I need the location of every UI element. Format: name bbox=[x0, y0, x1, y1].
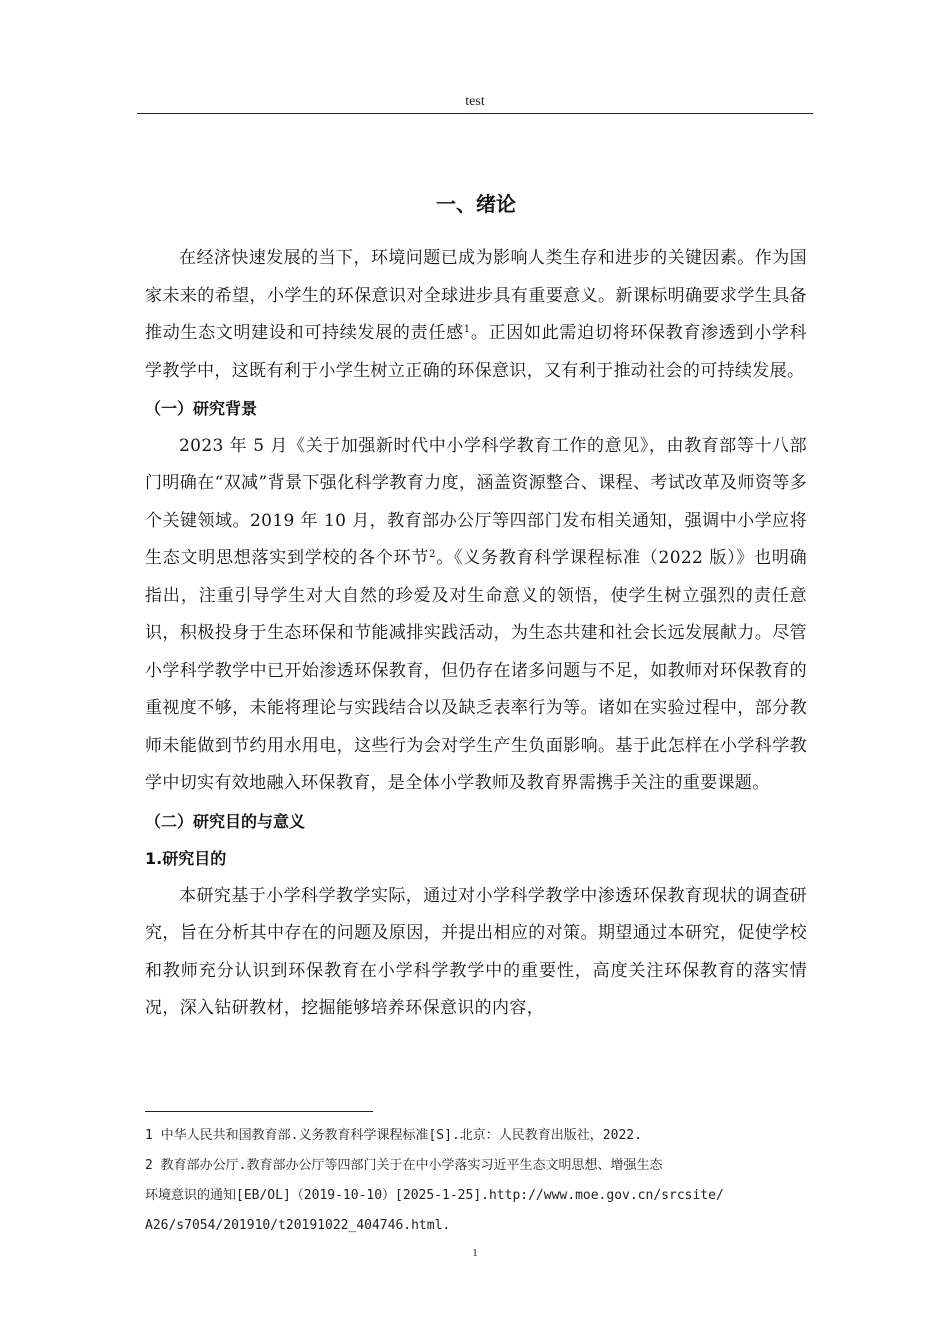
footnote-2-line-3[interactable]: A26/s7054/201910/t20191022_404746.html. bbox=[145, 1218, 451, 1233]
footnote-1: 1 中华人民共和国教育部.义务教育科学课程标准[S].北京：人民教育出版社，2022. bbox=[145, 1128, 642, 1143]
footnote-divider bbox=[145, 1111, 373, 1112]
footnote-2-line-1: 2 教育部办公厅.教育部办公厅等四部门关于在中小学落实习近平生态文明思想、增强生态 bbox=[145, 1158, 663, 1173]
page-number: 1 bbox=[472, 1247, 478, 1259]
main-content bbox=[145, 188, 807, 1028]
footnote-2-line-2[interactable]: 环境意识的通知[EB/OL]（2019-10-10）[2025-1-25].http://www.moe.gov.cn/srcsite/ bbox=[145, 1188, 724, 1203]
background-text: 2023 年 5 月《关于加强新时代中小学科学教育工作的意见》，由教育部等十八部门明确在“双减”背景下强化科学教育力度，涵盖资源整合、课程、考试改革及师资等多个关键领域。2019 年 10 月，教育部办公厅等四部门发布相关通知，强调中小学应将生态文明思想落实到学校的各个环节 bbox=[145, 435, 807, 568]
section-heading-background: （一）研究背景 bbox=[145, 399, 258, 418]
footnotes bbox=[145, 1121, 800, 1241]
subsection-heading-goal: 1.研究目的 bbox=[145, 849, 227, 868]
header-divider bbox=[137, 113, 813, 114]
goal-paragraph: 本研究基于小学科学教学实际，通过对小学科学教学中渗透环保教育现状的调查研究，旨在分析其中存在的问题及原因，并提出相应的对策。期望通过本研究，促使学校和教师充分认识到环保教育在小学科学教学中的重要性，高度关注环保教育的落实情况，深入钻研教材，挖掘能够培养环保意识的内容， bbox=[145, 885, 807, 1018]
background-text-tail: 。《义务教育科学课程标准（2022 版）》也明确指出，注重引导学生对大自然的珍爱及对生命意义的领悟，使学生树立强烈的责任意识，积极投身于生态环保和节能减排实践活动，为生态共建和社会长远发展献力。尽管小学科学教学中已开始渗透环保教育，但仍存在诸多问题与不足，如教师对环保教育的重视度不够，未能将理论与实践结合以及缺乏表率行为等。诸如在实验过程中，部分教师未能做到节约用水用电，这些行为会对学生产生负面影响。基于此怎样在小学科学教学中切实有效地融入环保教育，是全体小学教师及教育界需携手关注的重要课题。 bbox=[145, 548, 807, 793]
intro-paragraph bbox=[145, 240, 807, 390]
page-header: test bbox=[465, 94, 485, 109]
intro-text: 在经济快速发展的当下，环境问题已成为影响人类生存和进步的关键因素。作为国家未来的希望，小学生的环保意识对全球进步具有重要意义。新课标明确要求学生具备推动生态文明建设和可持续发展的责任感 bbox=[145, 248, 807, 343]
intro-text-tail: 。正因如此需迫切将环保教育渗透到小学科学教学中，这既有利于小学生树立正确的环保意识，又有利于推动社会的可持续发展。 bbox=[145, 323, 807, 381]
footnote-ref-1[interactable]: 1 bbox=[463, 324, 471, 335]
chapter-title: 一、绪论 bbox=[436, 192, 516, 216]
background-paragraph bbox=[145, 428, 807, 803]
section-heading-purpose: （二）研究目的与意义 bbox=[145, 811, 306, 831]
footnote-ref-2[interactable]: 2 bbox=[429, 549, 436, 560]
